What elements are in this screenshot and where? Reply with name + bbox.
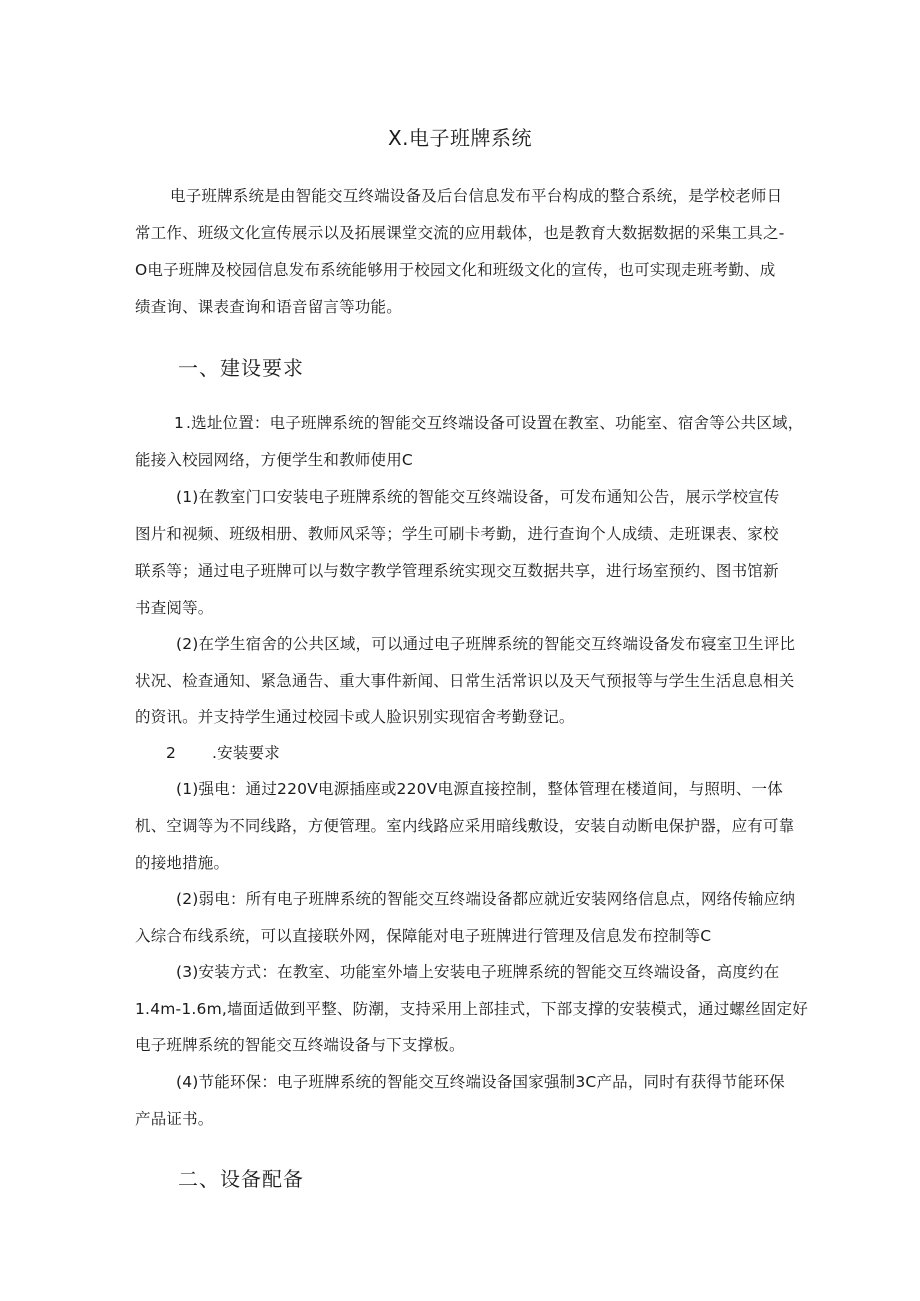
item1-sub1-line-3: 联系等；通过电子班牌可以与数字教学管理系统实现交互数据共享，进行场室预约、图书馆新 bbox=[135, 562, 779, 580]
intro-line-2: 常工作、班级文化宣传展示以及拓展课堂交流的应用载体，也是教育大数据数据的采集工具之- bbox=[135, 224, 785, 242]
item2-sub3-line-2: 1.4m-1.6m,墙面适做到平整、防潮，支持采用上部挂式，下部支撑的安装模式，通过螺丝固定好 bbox=[135, 1000, 808, 1018]
item1-sub1-line-4: 书查阅等。 bbox=[135, 599, 214, 617]
document-title: X.电子班牌系统 bbox=[387, 126, 533, 150]
section-heading-2: 二、设备配备 bbox=[178, 1167, 304, 1191]
item2-sub4-line-2: 产品证书。 bbox=[135, 1110, 214, 1128]
item1-sub2-line-1: (2)在学生宿舍的公共区域，可以通过电子班牌系统的智能交互终端设备发布寝室卫生评比 bbox=[176, 635, 796, 653]
item2-sub3-line-3: 电子班牌系统的智能交互终端设备与下支撑板。 bbox=[135, 1036, 465, 1054]
item-number-2: 2 bbox=[166, 744, 176, 762]
item1-sub2-line-3: 的资讯。并支持学生通过校园卡或人脸识别实现宿舍考勤登记。 bbox=[135, 708, 575, 726]
item2-sub4-line-1: (4)节能环保：电子班牌系统的智能交互终端设备国家强制3C产品，同时有获得节能环保 bbox=[176, 1073, 785, 1091]
item2-sub2-line-2: 入综合布线系统，可以直接联外网，保障能对电子班牌进行管理及信息发布控制等C bbox=[135, 927, 712, 945]
item2-sub3-line-1: (3)安装方式：在教室、功能室外墙上安装电子班牌系统的智能交互终端设备，高度约在 bbox=[176, 963, 780, 981]
item1-sub1-line-2: 图片和视频、班级相册、教师风采等；学生可刷卡考勤，进行查询个人成绩、走班课表、家校 bbox=[135, 525, 779, 543]
section-heading-1: 一、建设要求 bbox=[178, 356, 304, 380]
intro-line-3: O电子班牌及校园信息发布系统能够用于校园文化和班级文化的宣传，也可实现走班考勤、成 bbox=[135, 261, 776, 279]
item2-sub1-line-3: 的接地措施。 bbox=[135, 854, 230, 872]
item1-line-1: .选址位置：电子班牌系统的智能交互终端设备可设置在教室、功能室、宿舍等公共区域， bbox=[186, 414, 804, 432]
intro-line-4: 绩查询、课表查询和语音留言等功能。 bbox=[135, 298, 402, 316]
item2-sub2-line-1: (2)弱电：所有电子班牌系统的智能交互终端设备都应就近安装网络信息点，网络传输应纳 bbox=[176, 890, 796, 908]
intro-line-1: 电子班牌系统是由智能交互终端设备及后台信息发布平台构成的整合系统，是学校老师日 bbox=[170, 187, 783, 205]
item1-sub1-line-1: (1)在教室门口安装电子班牌系统的智能交互终端设备，可发布通知公告，展示学校宣传 bbox=[176, 488, 780, 506]
item2-label: .安装要求 bbox=[212, 744, 280, 762]
item1-sub2-line-2: 状况、检查通知、紧急通告、重大事件新闻、日常生活常识以及天气预报等与学生生活息息相关 bbox=[135, 672, 795, 690]
item1-line-2: 能接入校园网络，方便学生和教师使用C bbox=[135, 451, 413, 469]
item2-sub1-line-2: 机、空调等为不同线路，方便管理。室内线路应采用暗线敷设，安装自动断电保护器，应有可靠 bbox=[135, 817, 795, 835]
item-number-1: 1 bbox=[174, 414, 184, 432]
item2-sub1-line-1: (1)强电：通过220V电源插座或220V电源直接控制，整体管理在楼道间，与照明、一体 bbox=[176, 780, 783, 798]
